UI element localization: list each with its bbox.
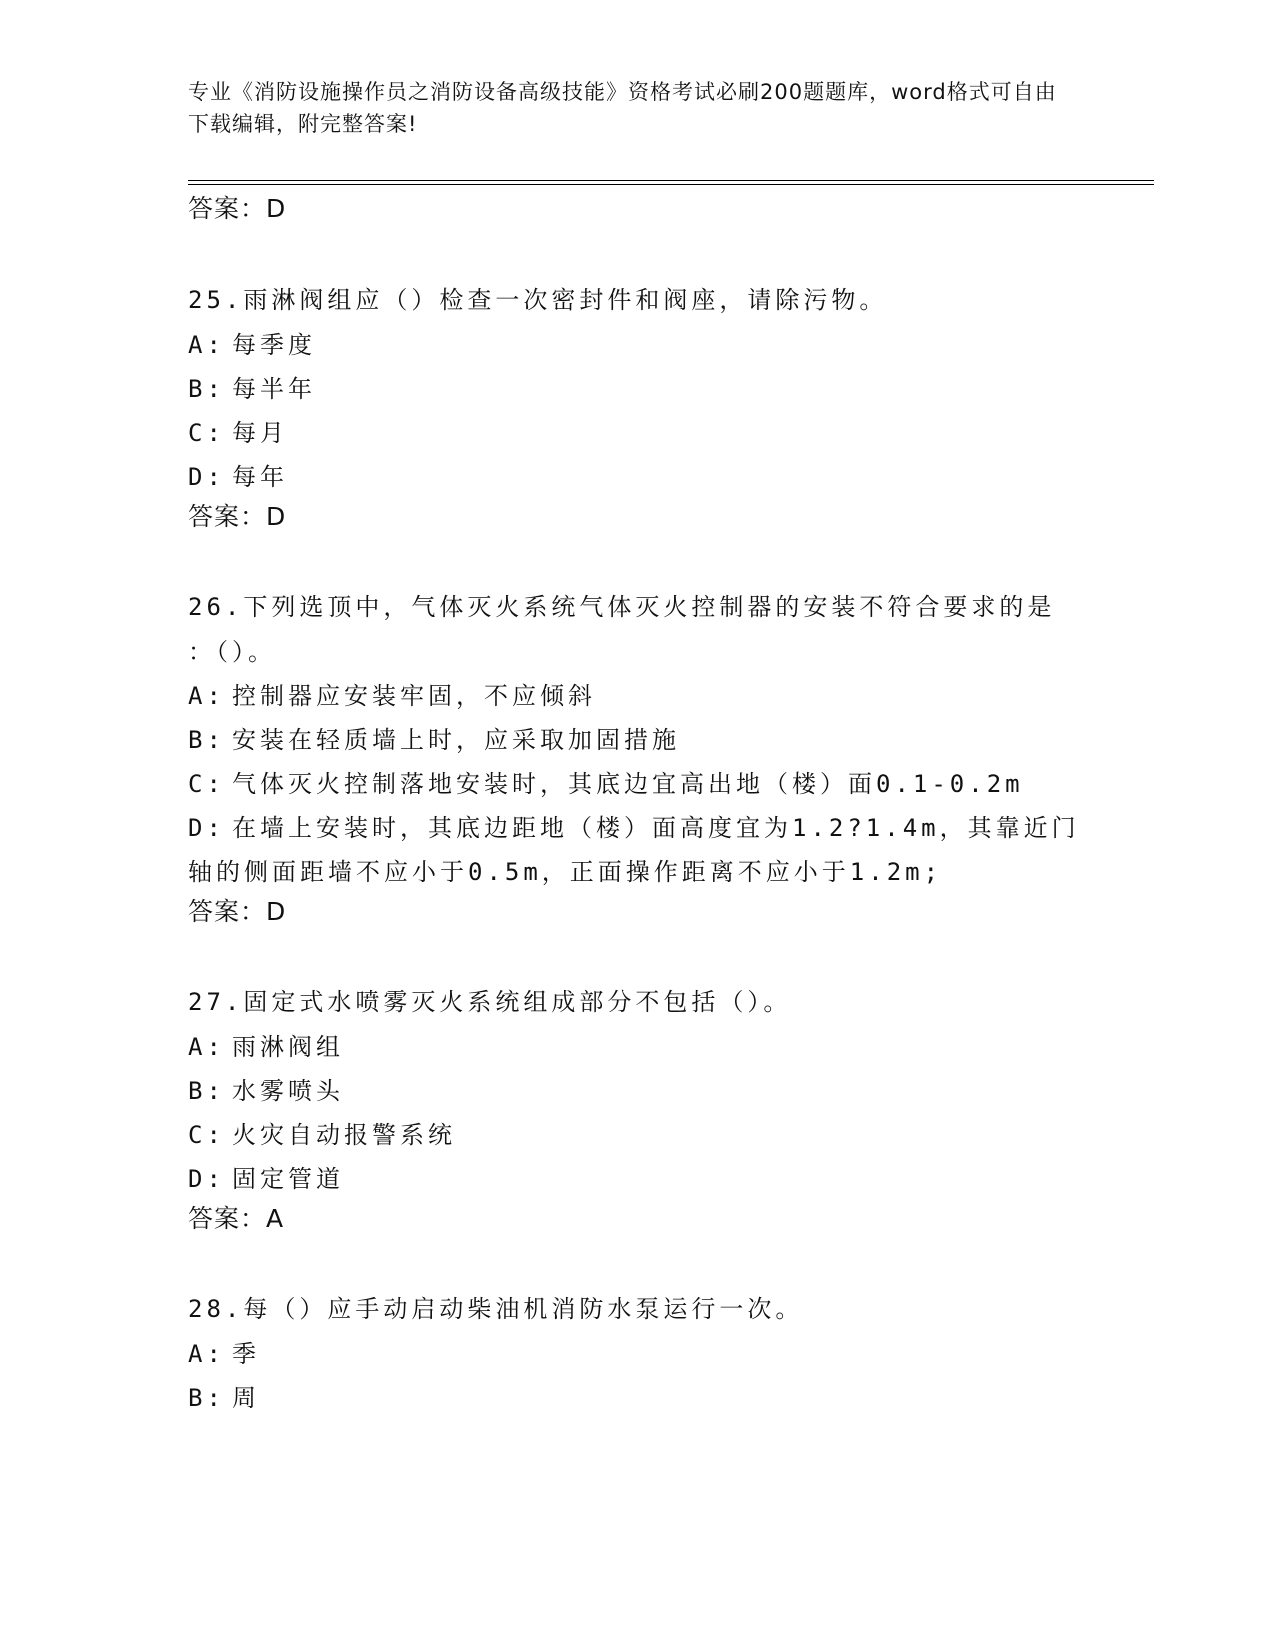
question-25-stem: 25.雨淋阀组应（）检查一次密封件和阀座，请除污物。 <box>188 286 888 314</box>
question-27-answer: 答案：A <box>188 1204 285 1233</box>
option-text: 每半年 <box>232 375 316 403</box>
question-27-stem: 27.固定式水喷雾灭火系统组成部分不包括（）。 <box>188 988 792 1016</box>
option-label: A: <box>188 1033 225 1061</box>
question-26-answer: 答案：D <box>188 897 287 926</box>
question-25-option-b <box>188 374 316 404</box>
option-text: 安装在轻质墙上时，应采取加固措施 <box>232 726 680 754</box>
question-28-option-b <box>188 1383 260 1413</box>
option-text: 每季度 <box>232 331 316 359</box>
option-label: B: <box>188 375 225 403</box>
question-27-option-d <box>188 1164 344 1194</box>
option-label: C: <box>188 419 225 447</box>
option-text: 固定管道 <box>232 1165 344 1193</box>
option-label: D: <box>188 463 225 491</box>
question-26-stem-continued: ：（）。 <box>188 638 276 666</box>
question-27-option-a <box>188 1032 344 1062</box>
option-label: A: <box>188 682 225 710</box>
question-26-option-d-continued: 轴的侧面距墙不应小于0.5m，正面操作距离不应小于1.2m; <box>188 858 943 886</box>
option-text: 控制器应安装牢固，不应倾斜 <box>232 682 596 710</box>
question-26-option-d <box>188 813 1080 843</box>
option-label: C: <box>188 770 225 798</box>
option-label: D: <box>188 1165 225 1193</box>
question-27-option-b <box>188 1076 344 1106</box>
option-label: D: <box>188 814 225 842</box>
option-label: B: <box>188 1077 225 1105</box>
question-28-stem: 28.每（）应手动启动柴油机消防水泵运行一次。 <box>188 1295 804 1323</box>
option-label: B: <box>188 726 225 754</box>
question-25-option-c <box>188 418 288 448</box>
option-label: B: <box>188 1384 225 1412</box>
option-label: C: <box>188 1121 225 1149</box>
previous-answer: 答案：D <box>188 194 287 223</box>
option-text: 雨淋阀组 <box>232 1033 344 1061</box>
question-25-option-a <box>188 330 316 360</box>
option-label: A: <box>188 331 225 359</box>
document-header: 专业《消防设施操作员之消防设备高级技能》资格考试必刷200题题库，word格式可自由下载编辑，附完整答案! <box>188 80 1057 136</box>
option-text: 每年 <box>232 463 288 491</box>
option-text: 水雾喷头 <box>232 1077 344 1105</box>
question-26-option-c <box>188 769 1024 799</box>
option-text: 气体灭火控制落地安装时，其底边宜高出地（楼）面0.1-0.2m <box>232 770 1024 798</box>
option-text: 季 <box>232 1340 260 1368</box>
header-divider-top <box>188 180 1154 181</box>
question-26-option-a <box>188 681 596 711</box>
question-26-option-b <box>188 725 680 755</box>
header-divider-bottom <box>188 184 1154 185</box>
option-text: 每月 <box>232 419 288 447</box>
question-28-option-a <box>188 1339 260 1369</box>
option-text: 火灾自动报警系统 <box>232 1121 456 1149</box>
option-text: 周 <box>232 1384 260 1412</box>
question-25-option-d <box>188 462 288 492</box>
question-27-option-c <box>188 1120 456 1150</box>
option-label: A: <box>188 1340 225 1368</box>
question-25-answer: 答案：D <box>188 502 287 531</box>
option-text: 在墙上安装时，其底边距地（楼）面高度宜为1.2?1.4m，其靠近门 <box>232 814 1080 842</box>
question-26-stem: 26.下列选顶中，气体灭火系统气体灭火控制器的安装不符合要求的是 <box>188 593 1056 621</box>
